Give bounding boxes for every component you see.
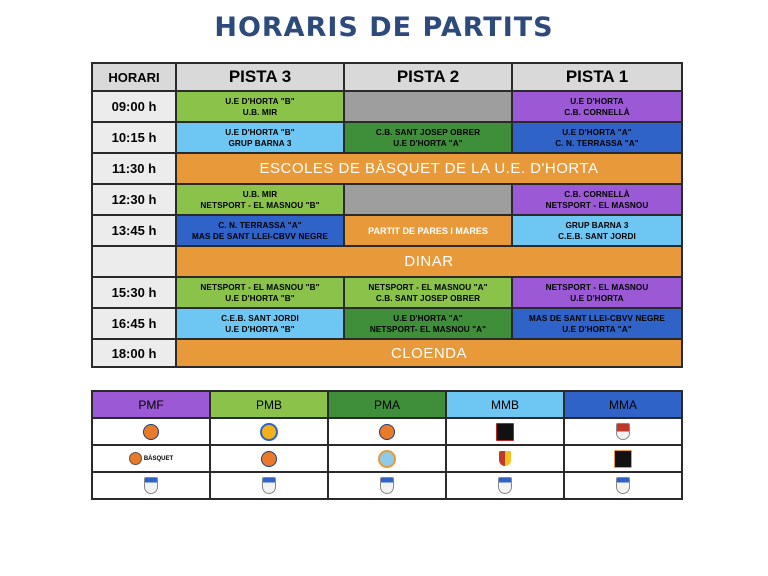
team-logo-cell: [447, 446, 563, 471]
category-header: PMB: [211, 392, 327, 417]
event-banner: ESCOLES DE BÀSQUET DE LA U.E. D'HORTA: [177, 154, 681, 183]
event-cell: PARTIT DE PARES I MARES: [345, 216, 511, 245]
empty-cell: [345, 185, 511, 214]
team-logo-cell: [329, 419, 445, 444]
team-logo-cell: [93, 446, 209, 471]
team-logo-cell: [329, 446, 445, 471]
event-banner: DINAR: [177, 247, 681, 276]
match-cell: U.E D'HORTA "B" GRUP BARNA 3: [177, 123, 343, 152]
time-cell: 12:30 h: [93, 185, 175, 214]
masnou-logo-icon: [143, 424, 159, 440]
team-logo-cell: [211, 419, 327, 444]
category-header: PMA: [329, 392, 445, 417]
horta-shield-icon: [144, 477, 158, 494]
basketball-icon: [129, 452, 142, 465]
black-badge-icon: [614, 450, 632, 468]
categories-table: [91, 390, 683, 500]
shield-logo-icon: [496, 423, 514, 441]
horta-shield-icon: [498, 477, 512, 494]
match-cell: MAS DE SANT LLEI-CBVV NEGRE U.E D'HORTA "A": [513, 309, 681, 338]
team-logo-cell: [447, 473, 563, 498]
horta-shield-icon: [262, 477, 276, 494]
time-cell: [93, 247, 175, 276]
match-cell: NETSPORT - EL MASNOU "A" C.B. SANT JOSEP OBRER: [345, 278, 511, 307]
match-cell: U.B. MIR NETSPORT - EL MASNOU "B": [177, 185, 343, 214]
match-cell: U.E D'HORTA "A" C. N. TERRASSA "A": [513, 123, 681, 152]
match-cell: NETSPORT - EL MASNOU "B" U.E D'HORTA "B": [177, 278, 343, 307]
schedule-table: [91, 62, 683, 368]
time-cell: 16:45 h: [93, 309, 175, 338]
club-badge-icon: [260, 423, 278, 441]
time-cell: 10:15 h: [93, 123, 175, 152]
time-cell: 15:30 h: [93, 278, 175, 307]
team-logo-cell: [93, 419, 209, 444]
match-cell: U.E D'HORTA "B" U.B. MIR: [177, 92, 343, 121]
match-cell: GRUP BARNA 3 C.E.B. SANT JORDI: [513, 216, 681, 245]
time-cell: 09:00 h: [93, 92, 175, 121]
match-cell: NETSPORT - EL MASNOU U.E D'HORTA: [513, 278, 681, 307]
page-title: HORARIS DE PARTITS: [214, 12, 554, 43]
category-header: MMA: [565, 392, 681, 417]
team-logo-cell: [329, 473, 445, 498]
horta-shield-icon: [616, 423, 630, 440]
horta-shield-icon: [380, 477, 394, 494]
horta-shield-icon: [616, 477, 630, 494]
match-cell: C.B. SANT JOSEP OBRER U.E D'HORTA "A": [345, 123, 511, 152]
match-cell: C.E.B. SANT JORDI U.E D'HORTA "B": [177, 309, 343, 338]
team-logo-cell: [447, 419, 563, 444]
category-header: MMB: [447, 392, 563, 417]
header-horari: HORARI: [93, 64, 175, 90]
masnou-logo-icon: [379, 424, 395, 440]
team-logo-cell: [93, 473, 209, 498]
masnou-logo-icon: [261, 451, 277, 467]
team-logo-cell: [565, 473, 681, 498]
match-cell: U.E D'HORTA "A" NETSPORT- EL MASNOU "A": [345, 309, 511, 338]
header-pista-3: PISTA 3: [177, 64, 343, 90]
match-cell: C. N. TERRASSA "A" MAS DE SANT LLEI-CBVV NEGRE: [177, 216, 343, 245]
time-cell: 18:00 h: [93, 340, 175, 366]
event-banner: CLOENDA: [177, 340, 681, 366]
time-cell: 11:30 h: [93, 154, 175, 183]
empty-cell: [345, 92, 511, 121]
crest-logo-icon: [499, 451, 511, 466]
match-cell: C.B. CORNELLÀ NETSPORT - EL MASNOU: [513, 185, 681, 214]
time-cell: 13:45 h: [93, 216, 175, 245]
team-logo-cell: [565, 419, 681, 444]
team-logo-cell: [565, 446, 681, 471]
team-logo-cell: [211, 473, 327, 498]
header-pista-2: PISTA 2: [345, 64, 511, 90]
basquet-logo-text: BÀSQUET: [143, 455, 174, 462]
header-pista-1: PISTA 1: [513, 64, 681, 90]
category-header: PMF: [93, 392, 209, 417]
club-badge-icon: [378, 450, 396, 468]
team-logo-cell: [211, 446, 327, 471]
match-cell: U.E D'HORTA C.B. CORNELLÀ: [513, 92, 681, 121]
